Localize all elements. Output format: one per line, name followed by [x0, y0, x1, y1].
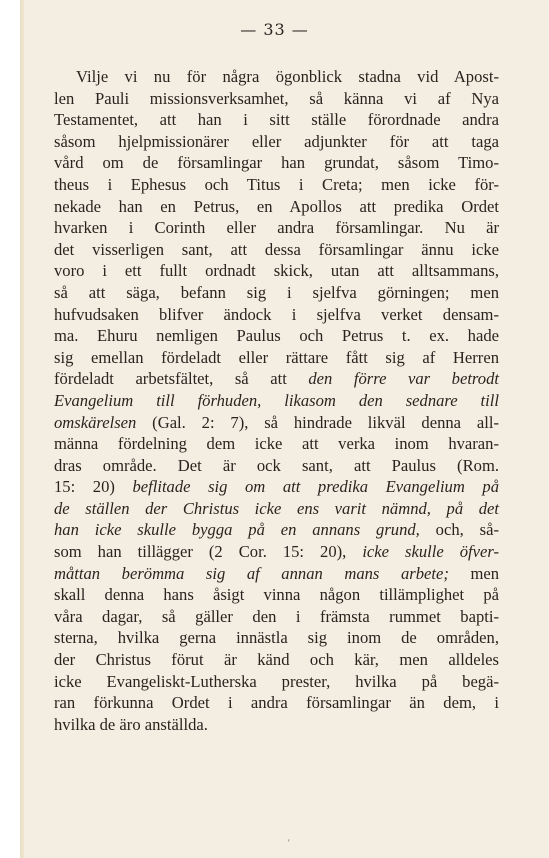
- text-segment: så att säga, befann sig i sjelfva görningen; men: [54, 282, 499, 302]
- stray-mark: ': [288, 838, 290, 848]
- text-line: [54, 260, 499, 282]
- italic-segment: de ställen der Christus icke ens varit nämnd, på det: [54, 498, 499, 518]
- italic-segment: Evangelium till förhuden, likasom den sednare till: [54, 390, 499, 410]
- text-segment: men: [448, 563, 500, 583]
- text-segment: fördeladt arbetsfältet, så att: [54, 369, 309, 389]
- body-text: [54, 66, 499, 735]
- text-segment: och, så-: [419, 520, 499, 540]
- text-line: [54, 455, 499, 477]
- text-line: [54, 606, 499, 628]
- text-segment: vård om de församlingar han grundat, såsom Timo-: [54, 153, 499, 173]
- text-segment: såsom hjelpmissionärer eller adjunkter för att taga: [54, 131, 499, 151]
- text-segment: ran förkunna Ordet i andra församlingar än dem, i: [54, 693, 499, 713]
- text-line: [54, 390, 499, 412]
- text-segment: Testamentet, att han i sitt ställe förordnade andra: [54, 110, 499, 130]
- text-segment: det visserligen sant, att dessa församlingar ännu icke: [54, 239, 499, 259]
- text-line: [54, 692, 499, 714]
- text-line: [54, 714, 499, 736]
- italic-segment: han icke skulle bygga på en annans grund,: [54, 520, 420, 540]
- text-line: [54, 412, 499, 434]
- italic-segment: icke skulle öfver-: [362, 542, 500, 562]
- text-segment: nekade han en Petrus, en Apollos att predika Ordet: [54, 196, 499, 216]
- text-segment: ma. Ehuru nemligen Paulus och Petrus t. ex. hade: [54, 326, 499, 346]
- text-line: [54, 519, 499, 541]
- text-segment: sterna, hvilka gerna innästla sig inom de områden,: [54, 628, 499, 648]
- text-segment: len Pauli missionsverksamhet, så känna vi af Nya: [54, 88, 499, 108]
- text-line: [54, 671, 499, 693]
- text-line: [54, 627, 499, 649]
- text-line: [54, 541, 499, 563]
- text-line: [54, 174, 499, 196]
- text-line: [54, 476, 499, 498]
- text-segment: som han tillägger (2 Cor. 15: 20),: [54, 542, 363, 562]
- text-line: [54, 325, 499, 347]
- text-segment: dras område. Det är ock sant, att Paulus (Rom.: [54, 455, 499, 475]
- text-line: [54, 433, 499, 455]
- text-segment: hufvudsaken blifver ändock i sjelfva verket densam-: [54, 304, 499, 324]
- text-line: [54, 239, 499, 261]
- text-segment: (Gal. 2: 7), så hindrade likväl denna all-: [136, 412, 499, 432]
- text-segment: hvarken i Corinth eller andra församlingar. Nu är: [54, 218, 499, 238]
- text-line: [54, 584, 499, 606]
- text-segment: 15: 20): [54, 477, 133, 497]
- italic-segment: beflitade sig om att predika Evangelium på: [132, 477, 499, 497]
- text-segment: icke Evangeliskt-Lutherska prester, hvilka på begä-: [54, 671, 499, 691]
- text-segment: våra dagar, så gäller den i främsta rummet bapti-: [54, 606, 499, 626]
- text-line: [54, 109, 499, 131]
- text-line: [54, 498, 499, 520]
- text-line: [54, 66, 499, 88]
- binding-edge: [0, 0, 24, 858]
- text-segment: sig emellan fördeladt eller rättare fått sig af Herren: [54, 347, 499, 367]
- text-line: [54, 196, 499, 218]
- text-line: [54, 131, 499, 153]
- italic-segment: omskärelsen: [54, 412, 137, 432]
- italic-segment: måttan berömma sig af annan mans arbete;: [54, 563, 449, 583]
- italic-segment: den förre var betrodt: [308, 369, 499, 389]
- text-line: [54, 304, 499, 326]
- text-segment: skall denna hans åsigt vinna någon tillämplighet på: [54, 585, 499, 605]
- text-line: [54, 563, 499, 585]
- text-line: [54, 88, 499, 110]
- text-line: [54, 368, 499, 390]
- text-segment: theus i Ephesus och Titus i Creta; men icke för-: [54, 174, 499, 194]
- text-line: [54, 217, 499, 239]
- text-segment: männa fördelning dem icke att verka inom hvaran-: [54, 434, 499, 454]
- text-segment: hvilka de äro anställda.: [54, 714, 208, 734]
- text-segment: voro i ett fullt ordnadt skick, utan att alltsammans,: [54, 261, 499, 281]
- text-line: [54, 347, 499, 369]
- text-line: [54, 282, 499, 304]
- text-segment: der Christus förut är känd och kär, men alldeles: [54, 650, 499, 670]
- page-number: — 33 —: [240, 20, 309, 39]
- text-line: [54, 649, 499, 671]
- text-segment: Vilje vi nu för några ögonblick stadna vid Apost-: [76, 67, 499, 86]
- text-line: [54, 152, 499, 174]
